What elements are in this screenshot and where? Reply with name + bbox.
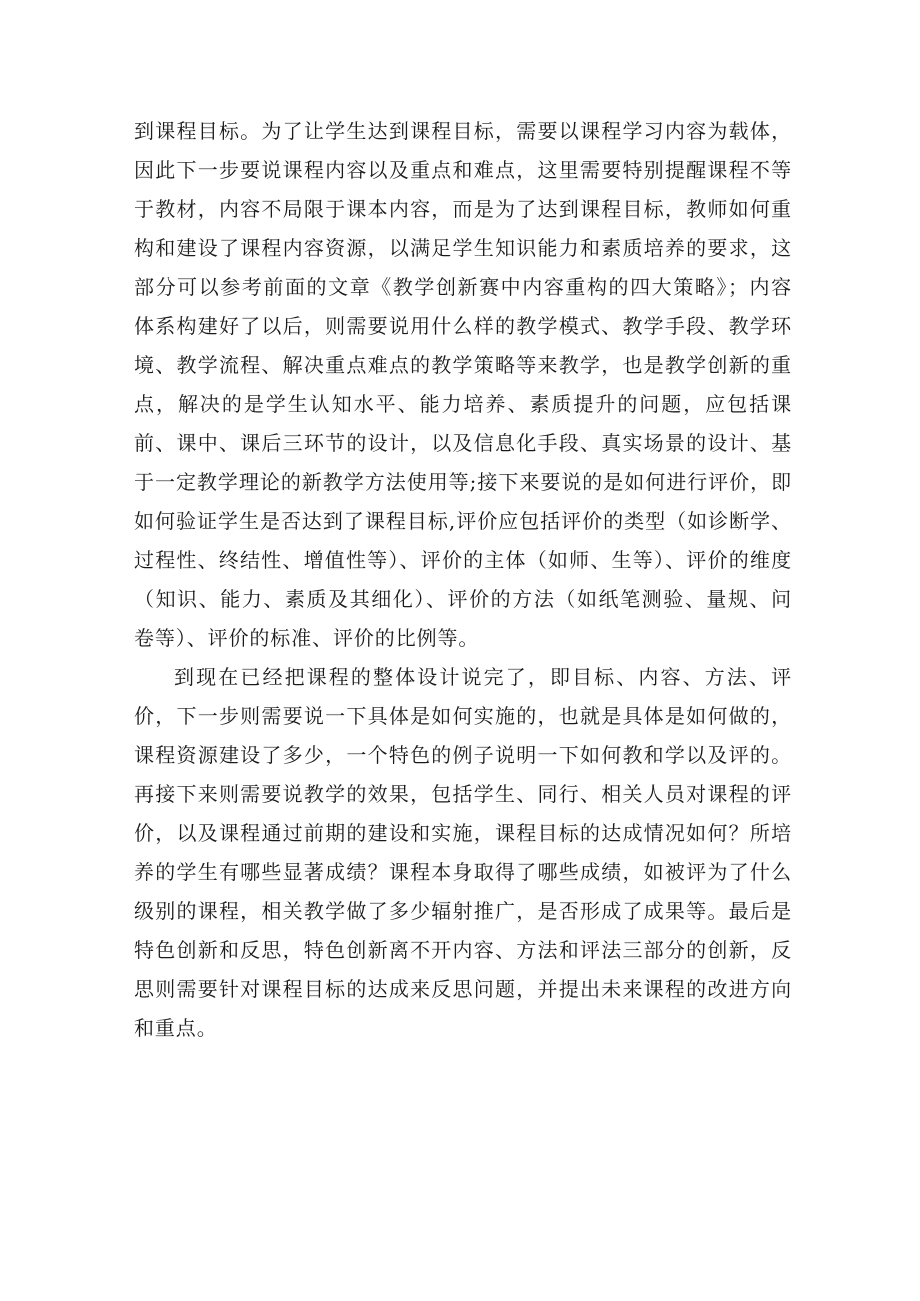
document-body: [134, 112, 792, 1048]
paragraph-continued: 到课程目标。为了让学生达到课程目标，需要以课程学习内容为载体，因此下一步要说课程内容以及重点和难点，这里需要特别提醒课程不等于教材，内容不局限于课本内容，而是为了达到课程目标，教师如何重构和建设了课程内容资源，以满足学生知识能力和素质培养的要求，这部分可以参考前面的文章《教学创新赛中内容重构的四大策略》；内容体系构建好了以后，则需要说用什么样的教学模式、教学手段、教学环境、教学流程、解决重点难点的教学策略等来教学，也是教学创新的重点，解决的是学生认知水平、能力培养、素质提升的问题，应包括课前、课中、课后三环节的设计，以及信息化手段、真实场景的设计、基于一定教学理论的新教学方法使用等;接下来要说的是如何进行评价，即如何验证学生是否达到了课程目标,评价应包括评价的类型（如诊断学、过程性、终结性、增值性等）、评价的主体（如师、生等）、评价的维度（知识、能力、素质及其细化）、评价的方法（如纸笔测验、量规、问卷等）、评价的标准、评价的比例等。: [134, 119, 792, 650]
paragraph-implementation: 到现在已经把课程的整体设计说完了，即目标、内容、方法、评价，下一步则需要说一下具体是如何实施的，也就是具体是如何做的，课程资源建设了多少，一个特色的例子说明一下如何教和学以及评的。再接下来则需要说教学的效果，包括学生、同行、相关人员对课程的评价，以及课程通过前期的建设和实施，课程目标的达成情况如何？所培养的学生有哪些显著成绩？课程本身取得了哪些成绩，如被评为了什么级别的课程，相关教学做了多少辐射推广，是否形成了成果等。最后是特色创新和反思，特色创新离不开内容、方法和评法三部分的创新，反思则需要针对课程目标的达成来反思问题，并提出未来课程的改进方向和重点。: [134, 665, 792, 1040]
